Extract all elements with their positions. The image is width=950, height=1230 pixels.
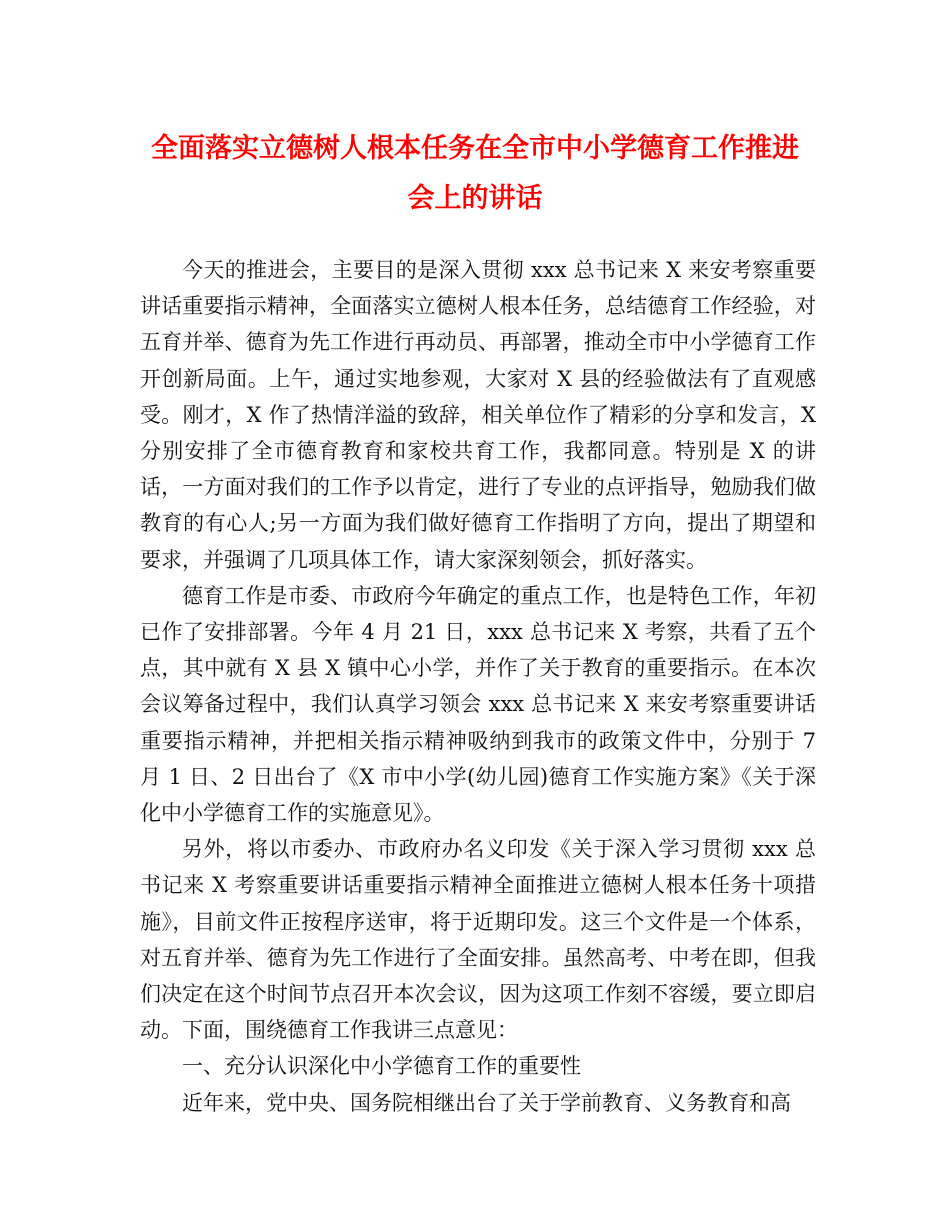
document-body: [140, 252, 816, 1121]
section-heading-1: 一、充分认识深化中小学德育工作的重要性: [182, 1054, 581, 1079]
paragraph-background: 德育工作是市委、市政府今年确定的重点工作，也是特色工作，年初已作了安排部署。今年 4 月 21 日，xxx 总书记来 X 考察，共看了五个点，其中就有 X 县 X 镇中心小学，并作了关于教育的重要指示。在本次会议筹备过程中，我们认真学习领会 xxx 总书记来 X 来安考察重要讲话重要指示精神，并把相关指示精神吸纳到我市的政策文件中，分别于 7 月 1 日、2 日出台了《X 市中小学(幼儿园)德育工作实施方案》《关于深化中小学德育工作的实施意见》。: [140, 583, 816, 826]
document-title: [120, 124, 830, 224]
paragraph-opening-remarks: 今天的推进会，主要目的是深入贯彻 xxx 总书记来 X 来安考察重要讲话重要指示精神，全面落实立德树人根本任务，总结德育工作经验，对五育并举、德育为先工作进行再动员、再部署，推动全市中小学德育工作开创新局面。上午，通过实地参观，大家对 X 县的经验做法有了直观感受。刚才，X 作了热情洋溢的致辞，相关单位作了精彩的分享和发言，X 分别安排了全市德育教育和家校共育工作，我都同意。特别是 X 的讲话，一方面对我们的工作予以肯定，进行了专业的点评指导，勉励我们做教育的有心人;另一方面为我们做好德育工作指明了方向，提出了期望和要求，并强调了几项具体工作，请大家深刻领会，抓好落实。: [140, 258, 816, 572]
paragraph-section-1-start: 近年来，党中央、国务院相继出台了关于学前教育、义务教育和高: [182, 1090, 791, 1115]
document-title-line-1: 全面落实立德树人根本任务在全市中小学德育工作推进: [151, 133, 799, 164]
document-title-line-2: 会上的讲话: [407, 183, 543, 214]
paragraph-documents: 另外，将以市委办、市政府办名义印发《关于深入学习贯彻 xxx 总书记来 X 考察重要讲话重要指示精神全面推进立德树人根本任务十项措施》，目前文件正按程序送审，将于近期印发。这三个文件是一个体系，对五育并举、德育为先工作进行了全面安排。虽然高考、中考在即，但我们决定在这个时间节点召开本次会议，因为这项工作刻不容缓，要立即启动。下面，围绕德育工作我讲三点意见：: [140, 837, 816, 1043]
